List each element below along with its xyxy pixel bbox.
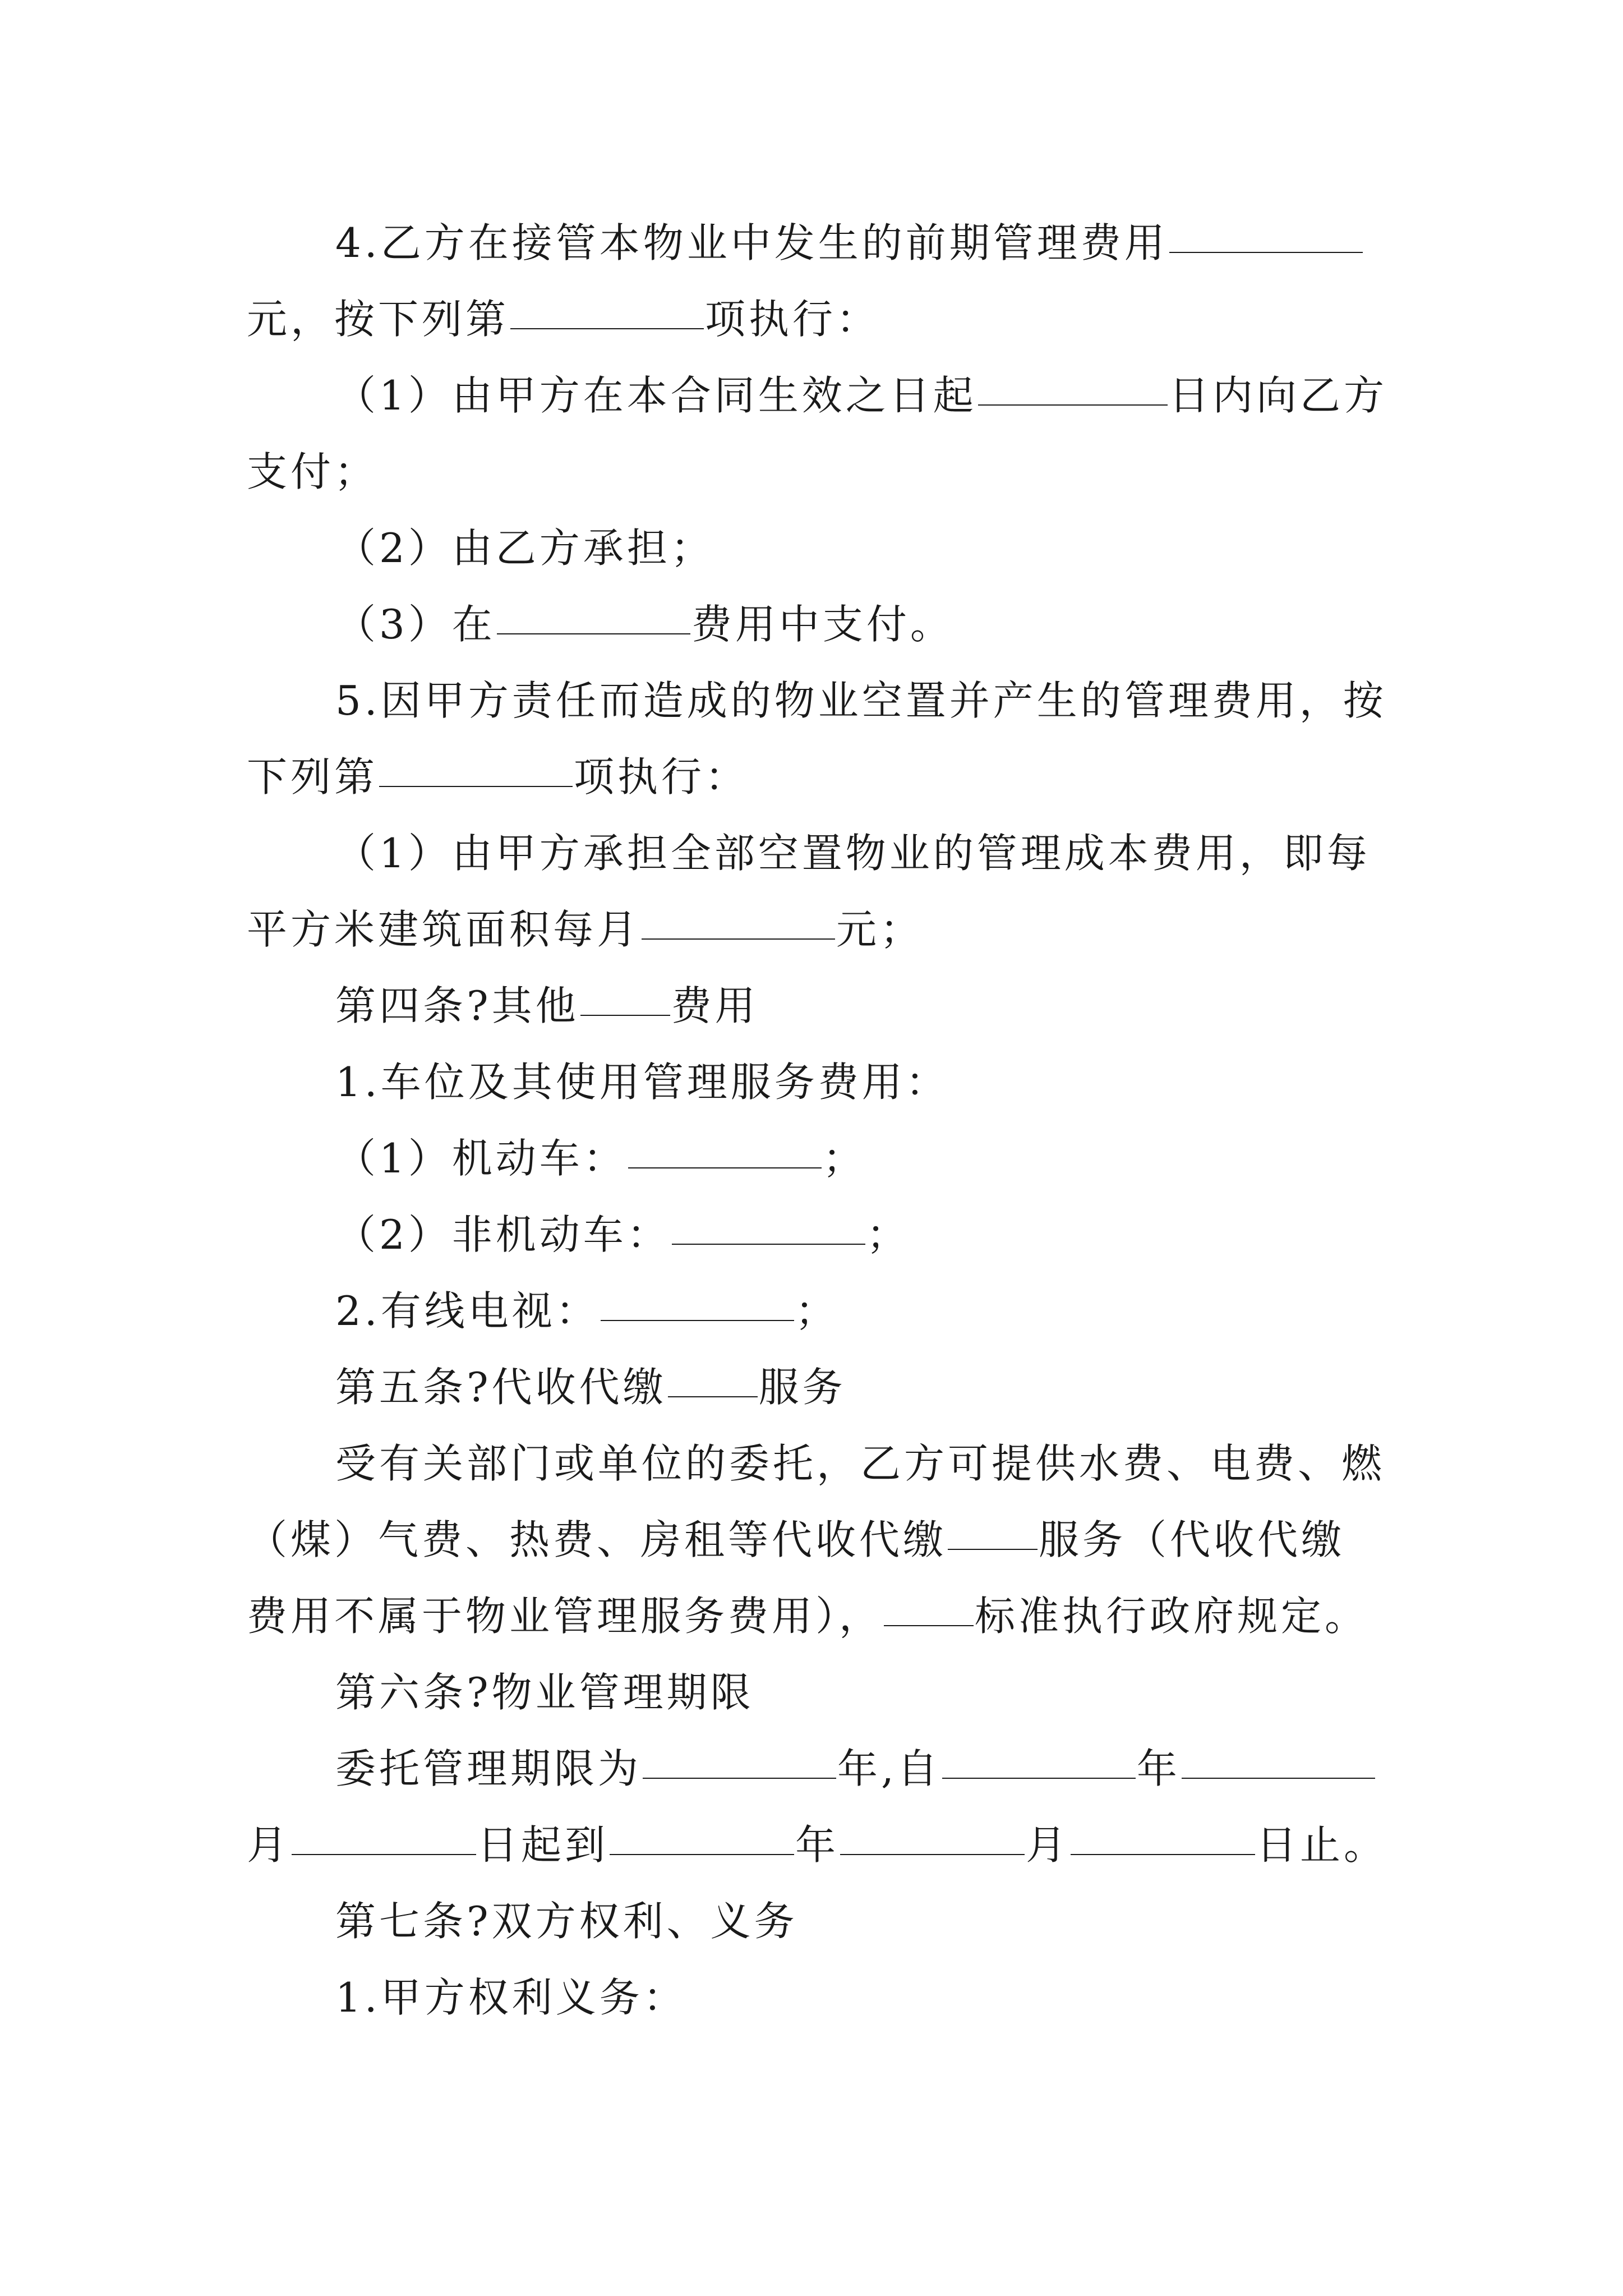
section-heading [247, 968, 1387, 1044]
fill-in-blank [379, 750, 573, 787]
text-segment: （1）机动车： [335, 1135, 627, 1182]
text-segment: 平方米建筑面积每月 [247, 906, 641, 953]
text-segment: 元； [836, 906, 924, 953]
text-line [247, 662, 1387, 739]
text-segment: 项执行： [574, 753, 749, 800]
fill-in-blank [601, 1284, 794, 1321]
text-segment: 第七条?双方权利、义务 [335, 1898, 798, 1945]
text-segment: 年 [1136, 1745, 1181, 1792]
text-segment: 1.甲方权利义务： [335, 1974, 687, 2021]
text-segment: 下列第 [247, 753, 379, 800]
text-segment: 2.有线电视： [335, 1287, 600, 1335]
text-segment: 4.乙方在接管本物业中发生的前期管理费用 [335, 219, 1168, 266]
fill-in-blank [942, 1742, 1136, 1779]
text-segment: 项执行： [705, 296, 880, 343]
section-heading [247, 1654, 1387, 1731]
fill-in-blank [292, 1818, 476, 1855]
text-segment: （煤）气费、热费、房租等代收代缴 [247, 1516, 947, 1563]
fill-in-blank [668, 1360, 758, 1397]
text-line [247, 1425, 1387, 1502]
text-line [247, 815, 1387, 891]
text-segment: 费用不属于物业管理服务费用）， [247, 1593, 883, 1640]
text-segment: 服务 [758, 1364, 846, 1411]
text-line [247, 1044, 1387, 1120]
text-line [247, 1197, 1387, 1273]
text-line [247, 1273, 1387, 1349]
text-line [247, 891, 1387, 968]
document-body [247, 205, 1387, 2036]
fill-in-blank [948, 1513, 1038, 1550]
text-line [247, 586, 1387, 662]
text-segment: 年,自 [837, 1745, 941, 1792]
fill-in-blank [1169, 216, 1363, 253]
text-segment: 5.因甲方责任而造成的物业空置并产生的管理费用，按 [335, 677, 1387, 724]
fill-in-blank [1182, 1742, 1375, 1779]
text-segment: （3）在 [335, 601, 496, 648]
fill-in-blank [643, 1742, 836, 1779]
section-heading [247, 1883, 1387, 1959]
text-segment: ； [795, 1287, 839, 1335]
text-segment: 支付； [247, 448, 379, 495]
text-segment: 1.车位及其使用管理服务费用： [335, 1059, 949, 1106]
text-segment: 标准执行政府规定。 [975, 1593, 1369, 1640]
text-segment: 月 [247, 1821, 291, 1869]
text-segment: （1）由甲方在本合同生效之日起 [335, 372, 977, 419]
fill-in-blank [610, 1818, 794, 1855]
text-segment: 第四条?其他 [335, 982, 579, 1029]
text-segment: 受有关部门或单位的委托，乙方可提供水费、电费、燃 [335, 1440, 1386, 1487]
text-line [247, 1807, 1387, 1883]
text-segment: 服务（代收代缴 [1039, 1516, 1345, 1563]
text-segment: ； [822, 1135, 866, 1182]
text-line [247, 510, 1387, 586]
text-segment: （2）由乙方承担； [335, 524, 714, 572]
fill-in-blank [1071, 1818, 1255, 1855]
fill-in-blank [628, 1131, 822, 1168]
text-line [247, 1502, 1387, 1578]
text-line [247, 739, 1387, 815]
text-segment: 日起到 [477, 1821, 609, 1869]
text-line [247, 434, 1387, 510]
fill-in-blank [580, 979, 670, 1016]
text-segment: （1）由甲方承担全部空置物业的管理成本费用，即每 [335, 830, 1371, 877]
text-segment: 年 [795, 1821, 840, 1869]
text-line [247, 1120, 1387, 1197]
fill-in-blank [497, 597, 690, 634]
text-segment: 日止。 [1256, 1821, 1388, 1869]
section-heading [247, 1349, 1387, 1425]
text-segment: ； [866, 1211, 910, 1258]
fill-in-blank [642, 903, 835, 940]
text-line [247, 1578, 1387, 1654]
fill-in-blank [978, 369, 1168, 406]
text-line [247, 205, 1387, 281]
text-segment: 月 [1026, 1821, 1070, 1869]
fill-in-blank [672, 1208, 865, 1245]
text-segment: 第五条?代收代缴 [335, 1364, 667, 1411]
text-segment: 费用中支付。 [691, 601, 954, 648]
text-segment: 委托管理期限为 [335, 1745, 642, 1792]
text-segment: 日内向乙方 [1168, 372, 1387, 419]
fill-in-blank [510, 292, 704, 329]
text-segment: 费用 [671, 982, 759, 1029]
text-line [247, 357, 1387, 434]
text-segment: （2）非机动车： [335, 1211, 671, 1258]
text-line [247, 1731, 1387, 1807]
text-segment: 元，按下列第 [247, 296, 510, 343]
text-line [247, 281, 1387, 357]
fill-in-blank [884, 1589, 974, 1626]
fill-in-blank [840, 1818, 1025, 1855]
text-segment: 第六条?物业管理期限 [335, 1669, 754, 1716]
text-line [247, 1959, 1387, 2036]
